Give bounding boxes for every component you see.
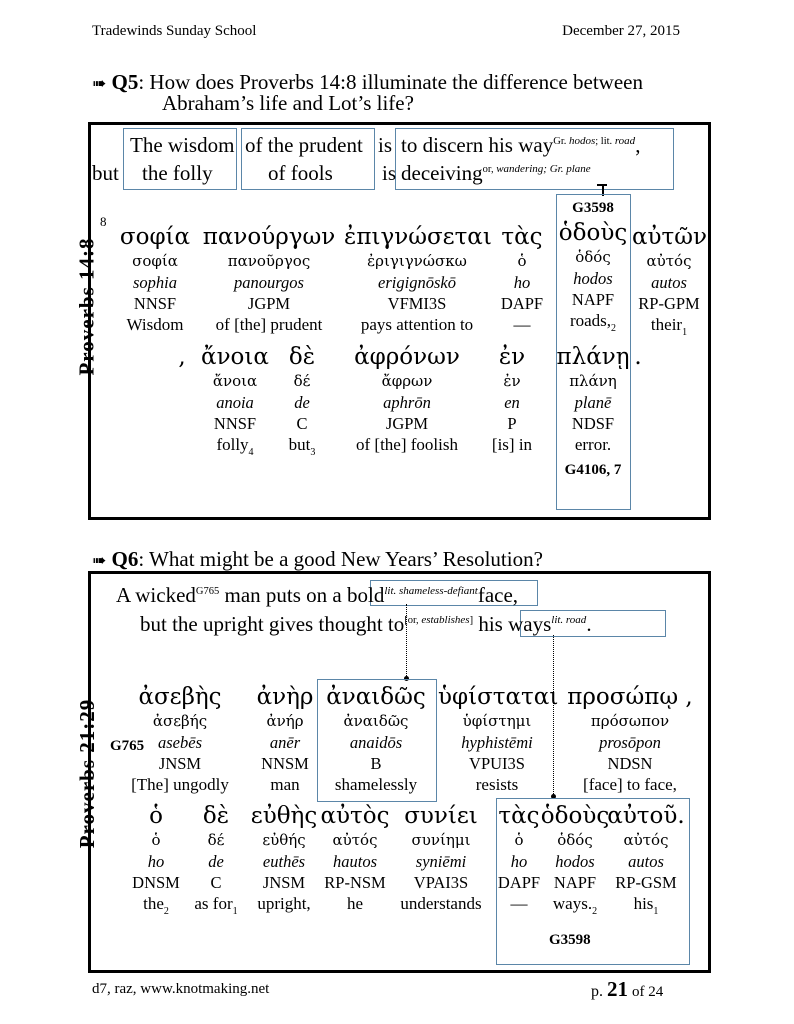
interlinear-period: . <box>634 344 642 370</box>
interlinear-word: ἀνὴρ ἀνήρ anēr NNSM man <box>256 684 314 794</box>
q6-label: Q6 <box>111 547 139 571</box>
q5-text: : How does Proverbs 14:8 illuminate the difference between <box>138 70 643 94</box>
interlinear-word: τὰς ὁ ho DAPF — <box>497 803 541 913</box>
interlinear-word-hodos: G3598 ὁδοὺς ὁδός hodos NAPF $roads,_2$ <box>556 198 630 334</box>
v1-en-discern: to discern his way$^{Gr.}$ $^{hodos; lit.}$ $^{road}$, <box>401 133 641 157</box>
interlinear-word: συνίει συνίημι syniēmi VPAI3S understands <box>400 803 482 913</box>
interlinear-comma: , <box>178 344 186 370</box>
interlinear-word-plane: πλάνῃ πλάνη planē NDSF error. G4106, 7 <box>556 343 630 481</box>
footer-credit: d7, raz, www.knotmaking.net <box>92 981 270 997</box>
interlinear-word: προσώπῳ , πρόσωπον prosōpon NDSN [face] to face, <box>567 684 693 794</box>
header-title: Tradewinds Sunday School <box>92 23 257 39</box>
q6-text: : What might be a good New Years’ Resolution? <box>138 547 543 571</box>
interlinear-word: εὐθὴς εὐθής euthēs JNSM upright, <box>250 803 318 913</box>
interlinear-word: ἐπιγνώσεται ἐριγιγνώσκω erigignōskō VFMI3S pays attention to <box>344 224 492 334</box>
header-date: December 27, 2015 <box>562 23 680 39</box>
interlinear-word: ἀσεβὴς ἀσεβής asebēs JNSM [The] ungodly <box>131 684 229 794</box>
interlinear-word-hodos: ὁδοὺς ὁδός hodos NAPF $ways._2$ <box>540 803 610 917</box>
interlinear-word: αὐτοῦ. αὐτός autos RP-GSM his$_1$ <box>607 803 685 917</box>
question-6 <box>92 548 543 572</box>
interlinear-word: αὐτῶν αὐτός autos RP-GPM their$_1$ <box>632 224 707 338</box>
v1-en-is: is <box>378 133 393 157</box>
v1-en-prudent: of the prudent <box>245 133 363 157</box>
interlinear-word: ἐν ἐν en P [is] in <box>491 344 533 454</box>
interlinear-word: ἀφρόνων ἄφρων aphrōn JGPM of [the] foolish <box>354 344 460 454</box>
v1-en-fools: of fools <box>268 161 333 185</box>
pointing-hand-icon: ➠ <box>92 74 107 94</box>
verse-number: 8 <box>100 214 107 229</box>
connector-line <box>406 604 407 678</box>
interlinear-word: πανούργων πανοῦργος panourgos JGPM of [the] prudent <box>202 224 336 334</box>
v1-en-folly: the folly <box>142 161 213 185</box>
interlinear-word: δὲ δέ de C as for$_1$ <box>194 803 238 917</box>
strongs-number: G765 <box>110 738 145 754</box>
pointing-hand-icon: ➠ <box>92 551 107 571</box>
page-number: p. 21 of 24 <box>591 977 664 1001</box>
interlinear-word: ἄνοια ἄνοια anoia NNSF folly$_4$ <box>201 344 269 458</box>
q5-label: Q5 <box>111 70 139 94</box>
v1-en-wisdom: The wisdom <box>130 133 235 157</box>
v1-en-but: but <box>92 161 119 185</box>
v1-en-is2: is <box>382 161 397 185</box>
interlinear-word: αὐτὸς αὐτός hautos RP-NSM he <box>320 803 390 913</box>
interlinear-word: ὑφίσταται ὑφίστημι hyphistēmi VPUI3S resists <box>438 684 559 794</box>
verse-ref-prov14-8: Proverbs 14:8 <box>74 237 99 376</box>
q5-text-line2: Abraham’s life and Lot’s life? <box>162 91 414 115</box>
strongs-number: G3598 <box>549 932 591 948</box>
interlinear-word: δὲ δέ de C but$_3$ <box>288 344 316 458</box>
v2-en-line2: but the upright gives thought $to^{[or,}$ $^{establishes]}$ his ways$^{lit. road}$. <box>140 612 592 636</box>
interlinear-word-anaidos: ἀναιδῶς ἀναιδῶς anaidōs B shamelessly <box>326 684 426 794</box>
interlinear-word: ὁ ὁ ho DNSM the$_2$ <box>132 803 180 917</box>
v1-en-deceiving: deceiving$^{or,}$ $^{wandering; Gr. plane}$ <box>401 161 591 185</box>
interlinear-word: σοφία σοφία sophia NNSF Wisdom <box>119 224 191 334</box>
verse-ref-prov21-29: Proverbs 21:29 <box>75 698 99 849</box>
strongs-number: G4106, 7 <box>564 462 622 478</box>
v2-en-line1: A wicked$^{G765}$ man puts on a bold$^{lit. shameless-defiant}$face, <box>116 583 519 607</box>
interlinear-word: τὰς ὁ ho DAPF — <box>500 224 544 334</box>
strongs-number: G3598 <box>572 200 614 216</box>
